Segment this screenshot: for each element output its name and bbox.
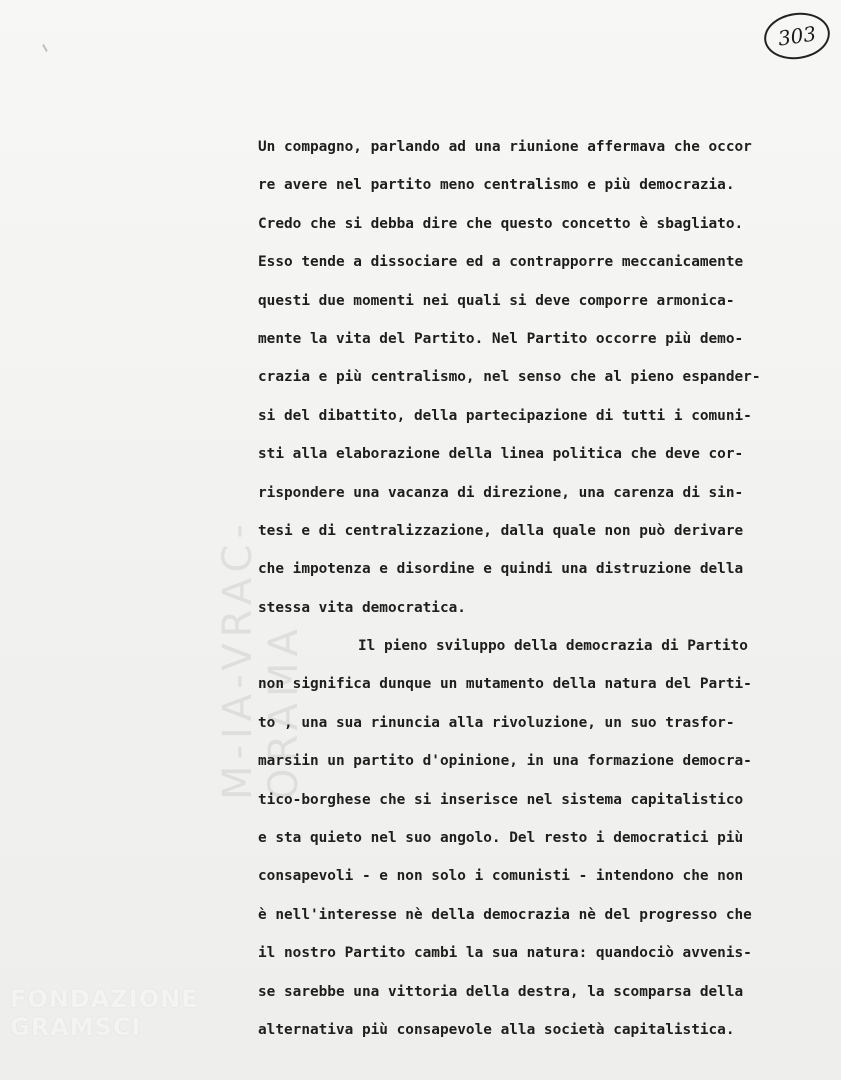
bleed-through-text: M-IA-VRAC-ORAMA [215,518,307,800]
text-line: alternativa più consapevole alla società capitalistica. [258,1021,735,1038]
document-body [258,128,818,1049]
text-line: sti alla elaborazione della linea politica che deve cor- [258,446,744,463]
text-line: è nell'interesse nè della democrazia nè del progresso che [258,906,752,923]
text-line: se sarebbe una vittoria della destra, la scomparsa della [258,983,744,1000]
text-line: non significa dunque un mutamento della natura del Parti- [258,676,752,693]
paper-speck [42,44,48,52]
text-line: Esso tende a dissociare ed a contrapporre meccanicamente [258,254,744,271]
text-line: to , una sua rinuncia alla rivoluzione, un suo trasfor- [258,714,735,731]
text-line: tesi e di centralizzazione, dalla quale non può derivare [258,522,744,539]
paragraph-2 [258,627,818,1049]
text-line: consapevoli - e non solo i comunisti - intendono che non [258,868,744,885]
text-line-indented: Il pieno sviluppo della democrazia di Partito [358,638,748,655]
text-line: Un compagno, parlando ad una riunione affermava che occor [258,139,752,155]
text-line: stessa vita democratica. [258,599,466,616]
text-line: crazia e più centralismo, nel senso che al pieno espander- [258,369,761,386]
archive-watermark [10,985,220,1047]
page-number-stamp [761,9,833,64]
text-line: rispondere una vacanza di direzione, una carenza di sin- [258,484,744,501]
text-line: mente la vita del Partito. Nel Partito occorre più demo- [258,330,744,347]
text-line: questi due momenti nei quali si deve comporre armonica- [258,292,735,309]
text-line: si del dibattito, della partecipazione di tutti i comuni- [258,407,752,424]
page-number: 303 [776,21,818,51]
watermark-line-1: FONDAZIONE [10,985,199,1013]
text-line: tico-borghese che si inserisce nel sistema capitalistico [258,791,744,808]
watermark-line-2: GRAMSCI [10,1013,142,1041]
text-line: il nostro Partito cambi la sua natura: quandociò avvenis- [258,945,752,962]
text-line: e sta quieto nel suo angolo. Del resto i democratici più [258,830,744,847]
text-line: re avere nel partito meno centralismo e più democrazia. [258,177,735,194]
paragraph-1 [258,128,818,627]
text-line: che impotenza e disordine e quindi una distruzione della [258,561,744,578]
text-line: Credo che si debba dire che questo concetto è sbagliato. [258,215,744,232]
text-line: marsiin un partito d'opinione, in una formazione democra- [258,753,752,770]
